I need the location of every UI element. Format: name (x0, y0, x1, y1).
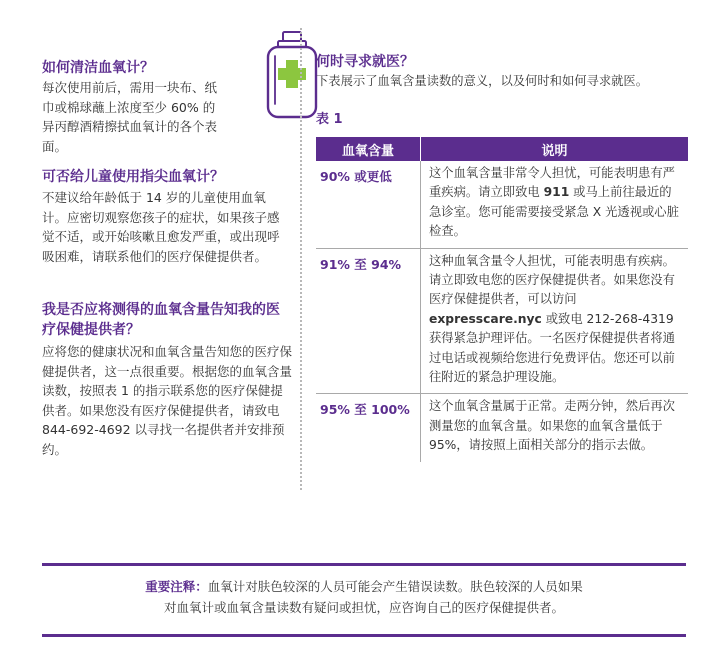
oxygen-level-cell: 95% 至 100% (316, 394, 421, 462)
when-seek-care-heading: 何时寻求就医？ (316, 54, 414, 70)
children-body: 不建议给年龄低于 14 岁的儿童使用血氧计。应密切观察您孩子的症状，如果孩子感觉不适，或开始咳嗽且愈发严重，或出现呼吸困难，请联系他们的医疗保健提供者。 (42, 190, 280, 264)
description-text: 这种血氧含量令人担忧，可能表明患有疾病。请立即致电您的医疗保健提供者。如果您没有医疗保健提供者，可以访问 (429, 253, 675, 307)
important-note (42, 576, 686, 618)
description-text: 这个血氧含量非常令人担忧，可能表明患有严重疾病。请立即致电 (429, 166, 675, 200)
children-heading: 可否给儿童使用指尖血氧计？ (42, 169, 224, 185)
inform-provider-heading: 我是否应将测得的血氧含量告知我的医疗保健提供者？ (42, 302, 280, 338)
table-header-row (316, 137, 688, 161)
sanitizer-bottle-icon (264, 30, 320, 120)
note-text: 血氧计对肤色较深的人员可能会产生错误读数。肤色较深的人员如果 (207, 579, 583, 594)
description-text: 或致电 212-268-4319 获得紧急护理评估。一名医疗保健提供者将通过电话或视频给您进行免费评估。您还可以前往附近的紧急护理设施。 (429, 311, 675, 385)
note-label: 重要注释： (145, 579, 208, 594)
emergency-number: 911 (543, 185, 570, 200)
table-row (316, 248, 688, 394)
column-header-level: 血氧含量 (316, 137, 421, 161)
column-divider (300, 28, 302, 490)
when-seek-care-body: 下表展示了血氧含量读数的意义，以及何时和如何寻求就医。 (316, 74, 649, 88)
description-cell (421, 161, 689, 248)
clean-heading: 如何清洁血氧计？ (42, 60, 154, 76)
table-label: 表 1 (316, 112, 343, 127)
table-row (316, 161, 688, 248)
description-text: 这个血氧含量属于正常。走两分钟，然后再次测量您的血氧含量。如果您的血氧含量低于 95%，请按照上面相关部分的指示去做。 (429, 399, 675, 453)
description-text: 或马上前往最近的急诊室。您可能需要接受紧急 X 光透视或心脏检查。 (429, 185, 679, 239)
note-line-1 (42, 576, 686, 597)
description-cell (421, 394, 689, 462)
oxygen-level-cell: 91% 至 94% (316, 248, 421, 394)
note-line-2: 对血氧计或血氧含量读数有疑问或担忧，应咨询自己的医疗保健提供者。 (163, 600, 564, 615)
description-cell (421, 248, 689, 394)
column-header-description: 说明 (421, 137, 689, 161)
clean-body: 每次使用前后，需用一块布、纸巾或棉球蘸上浓度至少 60% 的异丙醇酒精擦拭血氧计的各个表面。 (42, 80, 218, 154)
oxygen-level-table (316, 137, 688, 462)
note-bottom-rule (42, 634, 686, 637)
oxygen-level-cell: 90% 或更低 (316, 161, 421, 248)
inform-provider-body: 应将您的健康状况和血氧含量告知您的医疗保健提供者，这一点很重要。根据您的血氧含量读数，按照表 1 的指示联系您的医疗保健提供者。如果您没有医疗保健提供者，请致电 844-692-4692 以寻找一名提供者并安排预约。 (42, 344, 293, 457)
expresscare-link[interactable]: expresscare.nyc (429, 311, 542, 326)
note-top-rule (42, 563, 686, 566)
table-row (316, 394, 688, 462)
